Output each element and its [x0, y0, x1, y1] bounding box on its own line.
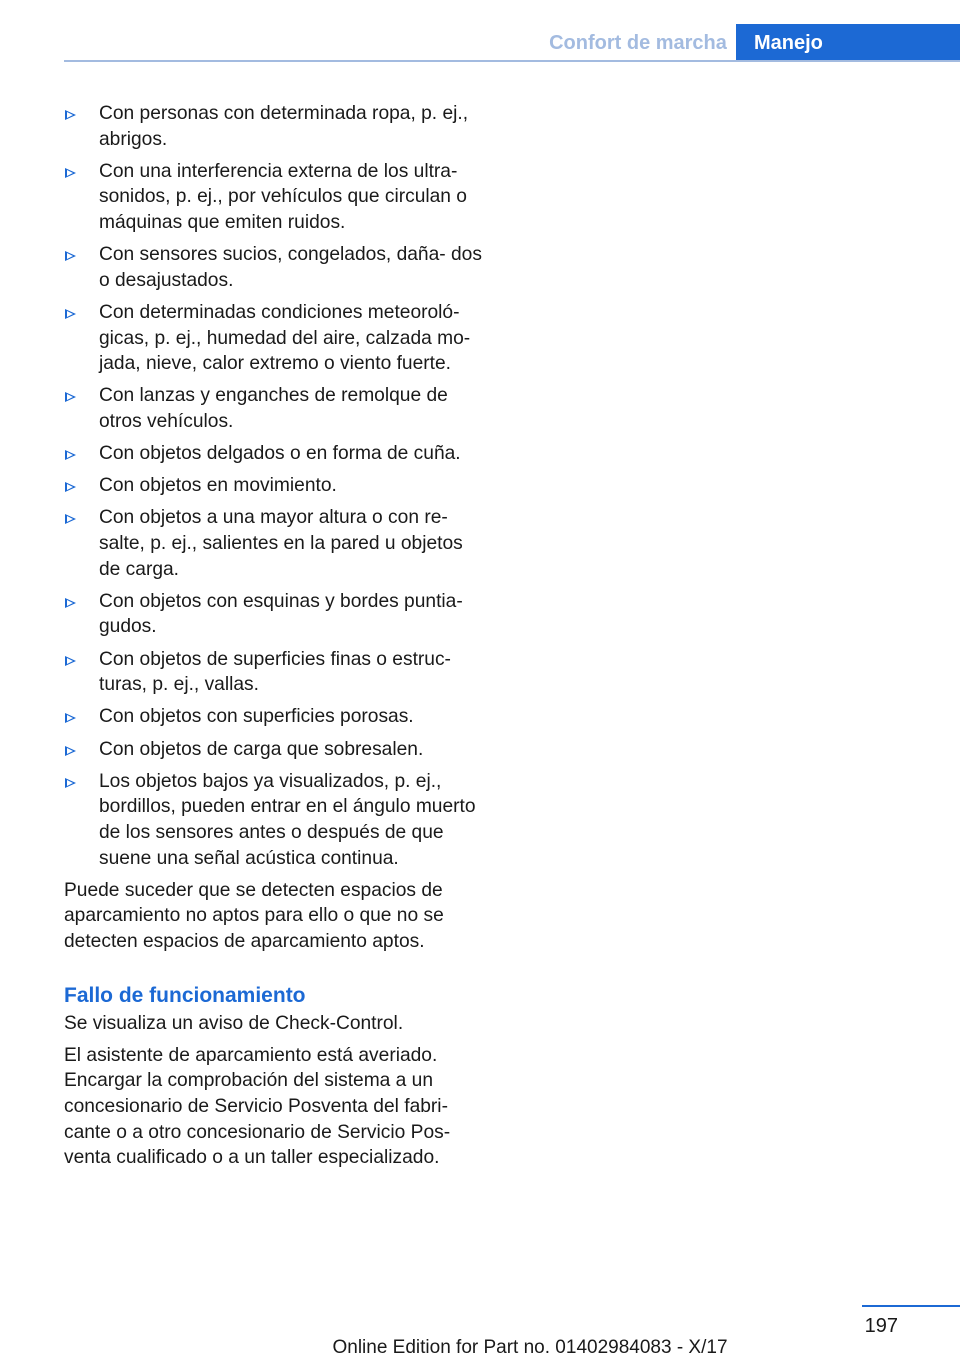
list-item-text: Con determinadas condiciones meteoroló‐ gicas, p. ej., humedad del aire, calzada mo‐ jada, nieve, calor extremo o viento fuerte. — [99, 301, 471, 375]
triangle-bullet-icon — [65, 713, 76, 723]
list-item-text: Los objetos bajos ya visualizados, p. ej., bordillos, pueden entrar en el ángulo muerto de los sensores antes o después de que suene una señal acústica continua. — [99, 770, 476, 869]
footer-divider — [862, 1305, 960, 1307]
triangle-bullet-icon — [65, 110, 76, 120]
section-heading: Fallo de funcionamiento — [64, 983, 306, 1007]
list-item-text: Con objetos a una mayor altura o con re‐ salte, p. ej., salientes en la pared u objetos de carga. — [99, 507, 463, 580]
list-item — [64, 242, 482, 293]
list-item-text: Con objetos de superficies finas o estruc‐ turas, p. ej., vallas. — [99, 648, 451, 696]
list-item — [64, 300, 482, 377]
triangle-bullet-icon — [65, 251, 76, 261]
page-header — [0, 24, 960, 62]
triangle-bullet-icon — [65, 778, 76, 788]
list-item-text: Con objetos con superficies porosas. — [99, 706, 414, 728]
list-item-text: Con objetos con esquinas y bordes puntia‐ gudos. — [99, 590, 463, 638]
list-item — [64, 647, 482, 698]
page-number: 197 — [864, 1315, 898, 1337]
list-item-text: Con sensores sucios, congelados, daña‐ dos o desajustados. — [99, 244, 482, 291]
footer-edition-text: Online Edition for Part no. 01402984083 - X/17 — [332, 1337, 728, 1358]
triangle-bullet-icon — [65, 450, 76, 460]
triangle-bullet-icon — [65, 656, 76, 666]
list-item — [64, 159, 482, 236]
list-item — [64, 383, 482, 434]
list-item-text: Con personas con determinada ropa, p. ej., abrigos. — [99, 103, 469, 150]
list-item-text: Con una interferencia externa de los ultra‐ sonidos, p. ej., por vehículos que circulan o máquinas que emiten ruidos. — [99, 160, 467, 233]
triangle-bullet-icon — [65, 598, 76, 608]
list-item — [64, 101, 482, 152]
list-item — [64, 589, 482, 640]
triangle-bullet-icon — [65, 746, 76, 756]
triangle-bullet-icon — [65, 168, 76, 178]
body-paragraph: Se visualiza un aviso de Check-Control. — [64, 1012, 404, 1034]
conditions-list — [64, 101, 482, 871]
header-chapter-tab: Manejo — [736, 24, 960, 62]
body-paragraph: El asistente de aparcamiento está averiado. Encargar la comprobación del sistema a un concesionario de Servicio Posventa del fabri‐ cante o a otro concesionario de Servicio Pos‐ venta cualificado o a un taller especializado. — [64, 1044, 451, 1169]
list-item-text: Con objetos delgados o en forma de cuña. — [99, 443, 461, 465]
triangle-bullet-icon — [65, 514, 76, 524]
page-content — [64, 101, 482, 1177]
body-paragraph: Puede suceder que se detecten espacios de aparcamiento no aptos para ello o que no se detecten espacios de aparcamiento aptos. — [64, 879, 444, 952]
list-item-text: Con lanzas y enganches de remolque de otros vehículos. — [99, 385, 448, 432]
list-item — [64, 441, 482, 467]
list-item-text: Con objetos en movimiento. — [99, 475, 337, 497]
header-section-title: Confort de marcha — [549, 32, 727, 54]
triangle-bullet-icon — [65, 392, 76, 402]
list-item — [64, 737, 482, 763]
triangle-bullet-icon — [65, 482, 76, 492]
list-item — [64, 505, 482, 582]
header-divider — [64, 60, 960, 62]
list-item — [64, 473, 482, 499]
list-item-text: Con objetos de carga que sobresalen. — [99, 738, 424, 760]
list-item — [64, 704, 482, 730]
list-item — [64, 769, 482, 871]
triangle-bullet-icon — [65, 309, 76, 319]
